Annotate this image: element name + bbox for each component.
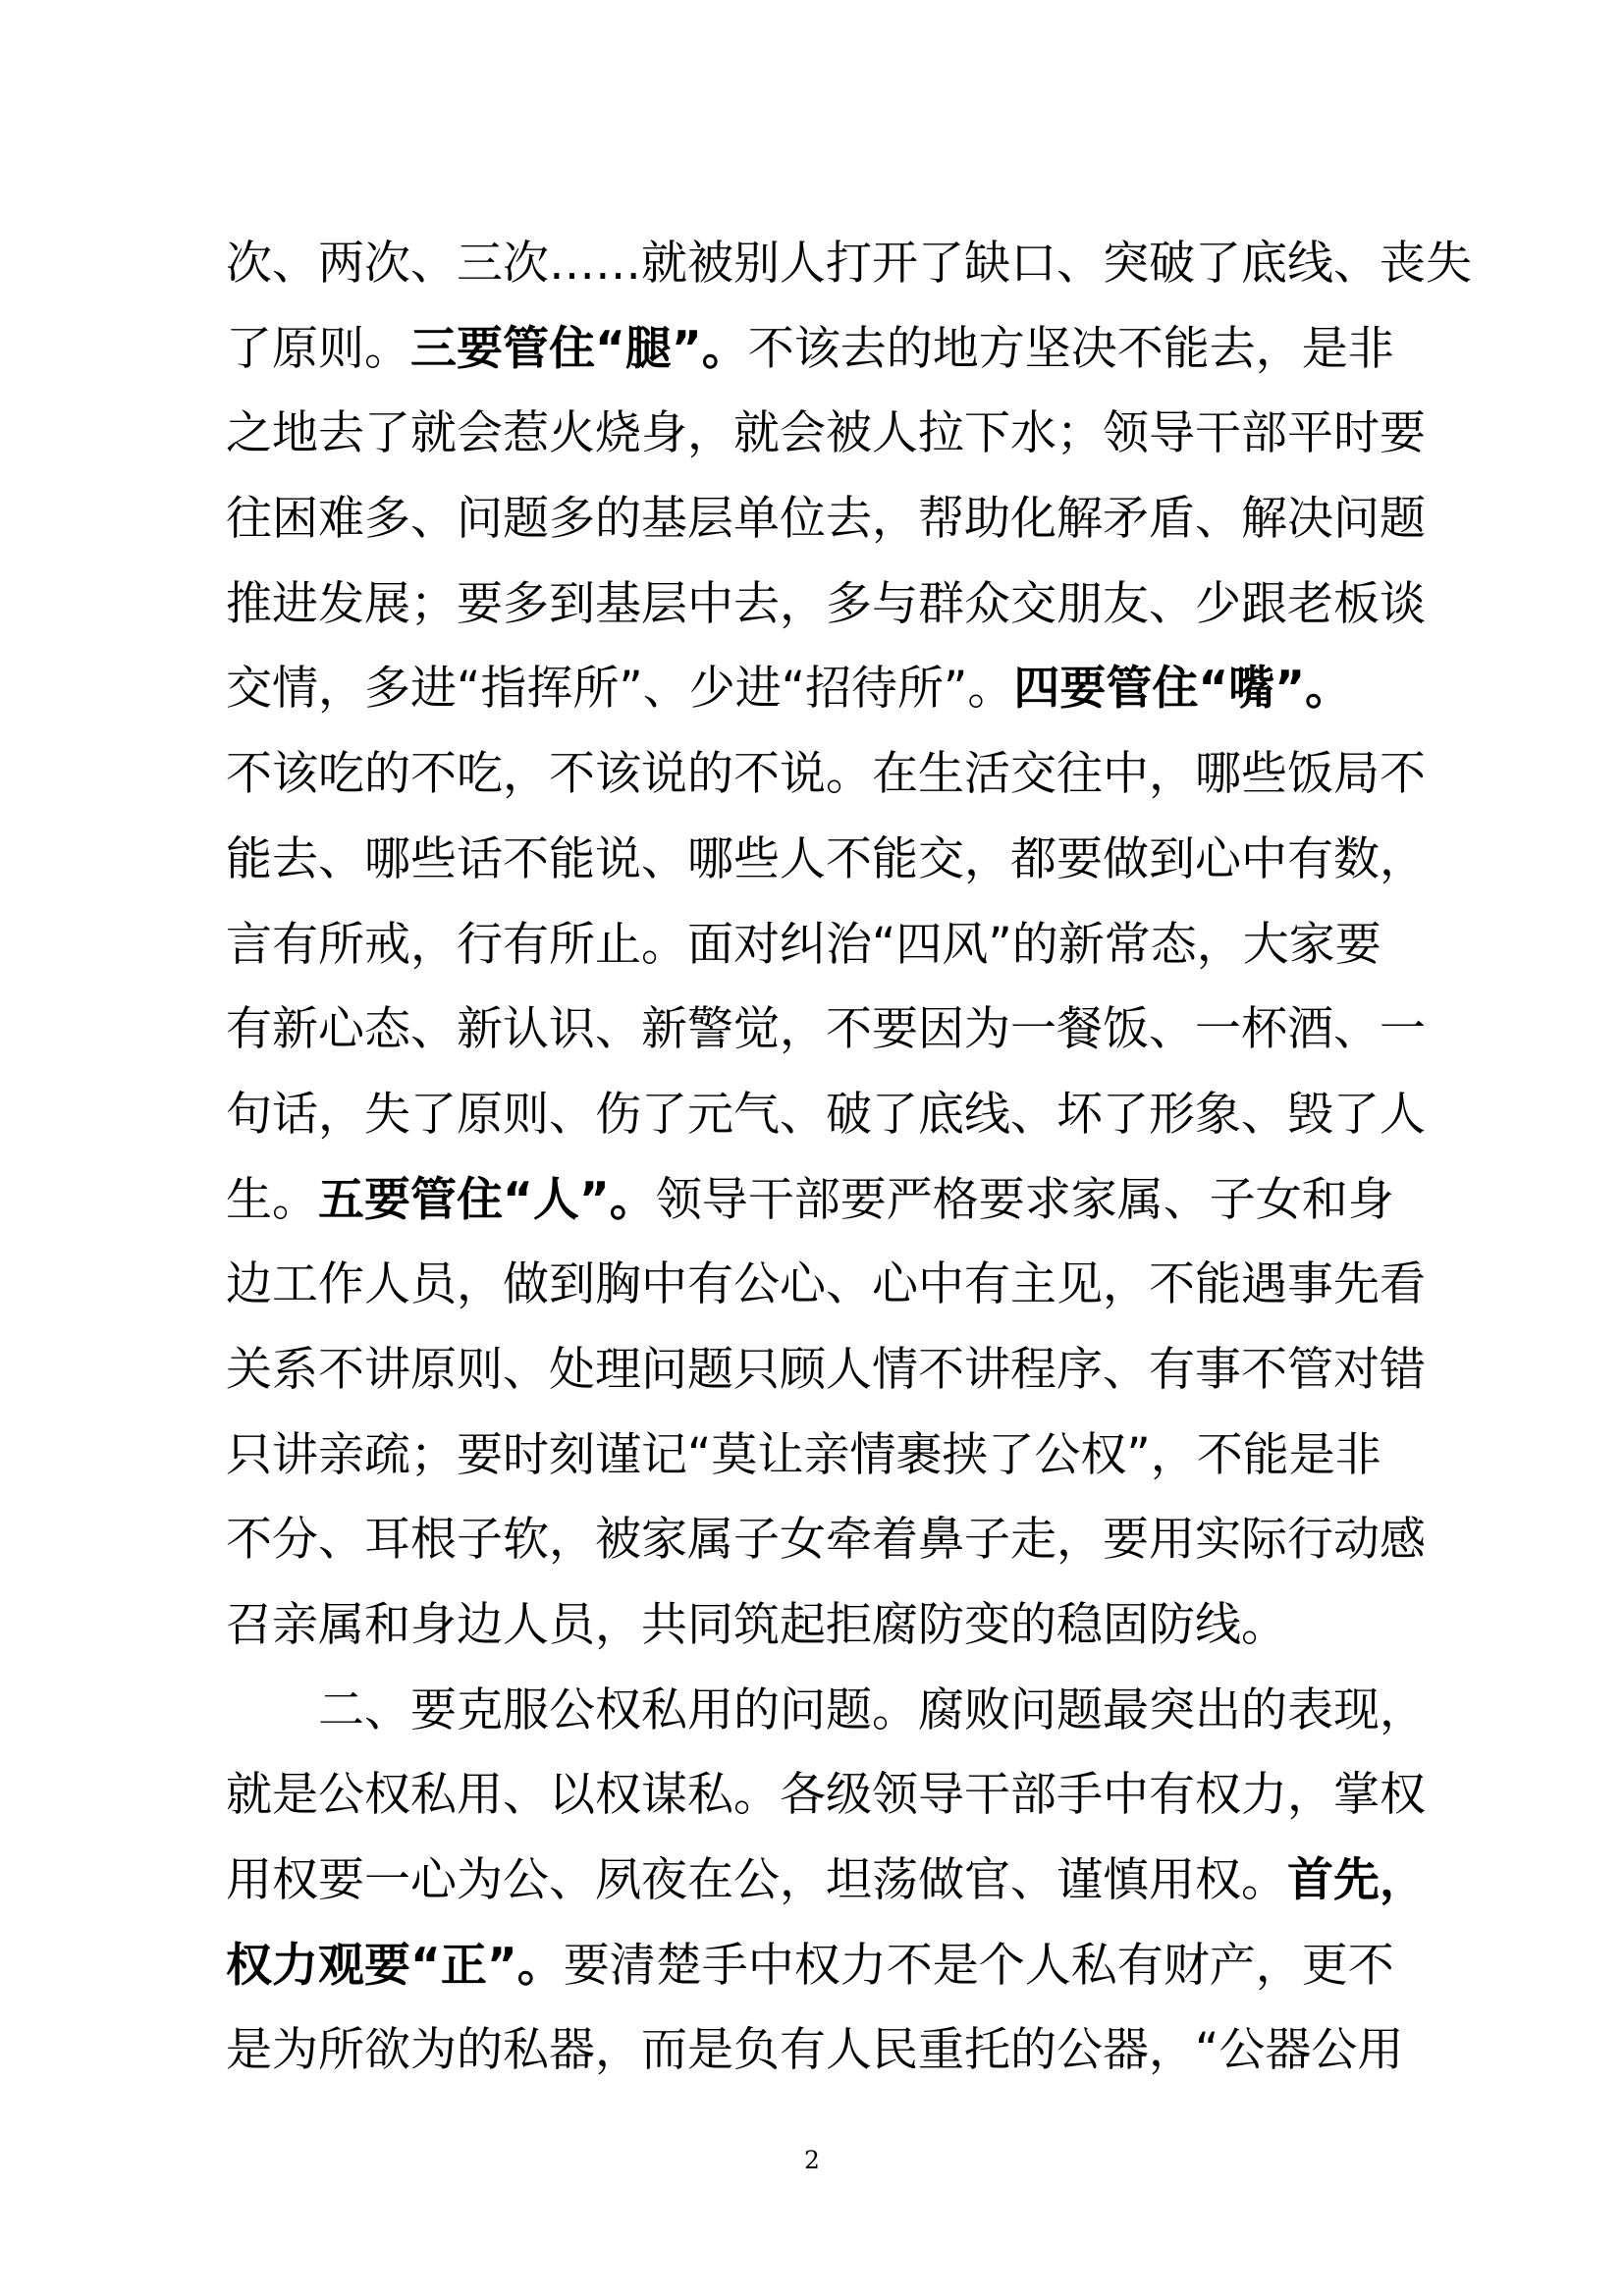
- text-line: [226, 562, 1424, 648]
- text-line: [226, 1414, 1424, 1499]
- text-segment: 召亲属和身边人员，共同筑起拒腐防变的稳固防线。: [226, 1598, 1287, 1652]
- text-segment: 往困难多、问题多的基层单位去，帮助化解矛盾、解决问题: [226, 492, 1426, 547]
- text-segment: 边工作人员，做到胸中有公心、心中有主见，不能遇事先看: [226, 1257, 1426, 1312]
- text-line: [226, 1073, 1424, 1158]
- text-line: [226, 1328, 1424, 1414]
- bold-text-segment: 四要管住“嘴”。: [1013, 662, 1352, 717]
- text-segment: 交情，多进“指挥所”、少进“招待所”。: [226, 662, 1014, 717]
- text-segment: 生。: [226, 1172, 318, 1227]
- page-number: 2: [804, 2146, 820, 2174]
- text-line: [226, 1158, 1424, 1244]
- text-segment: 言有所戒，行有所止。面对纠治“四风”的新常态，大家要: [226, 917, 1381, 972]
- text-line: [226, 477, 1424, 562]
- text-line: [226, 1924, 1424, 2009]
- text-segment: 只讲亲疏；要时刻谨记“莫让亲情裹挟了公权”，不能是非: [226, 1427, 1381, 1482]
- text-line: [226, 1669, 1424, 1754]
- text-line: [226, 392, 1424, 477]
- text-segment: 能去、哪些话不能说、哪些人不能交，都要做到心中有数，: [226, 831, 1426, 886]
- text-line: [226, 647, 1424, 732]
- text-segment: 句话，失了原则、伤了元气、破了底线、坏了形象、毁了人: [226, 1087, 1426, 1142]
- text-line: [226, 1583, 1424, 1669]
- text-line: [226, 1839, 1424, 1924]
- bold-text-segment: 三要管住“腿”。: [410, 321, 748, 376]
- body-text: [226, 222, 1472, 2094]
- text-segment: 是为所欲为的私器，而是负有人民重托的公器，“公器公用: [226, 2023, 1404, 2078]
- text-segment: 用权要一心为公、夙夜在公，坦荡做官、谨慎用权。: [226, 1853, 1287, 1908]
- text-line: [226, 1498, 1424, 1583]
- text-segment: 之地去了就会惹火烧身，就会被人拉下水；领导干部平时要: [226, 406, 1426, 461]
- text-segment: 领导干部要严格要求家属、子女和身: [655, 1172, 1394, 1227]
- text-line: [226, 903, 1424, 988]
- text-line: [226, 222, 1472, 307]
- text-segment: 有新心态、新认识、新警觉，不要因为一餐饭、一杯酒、一: [226, 1002, 1426, 1057]
- text-segment: 不该吃的不吃，不该说的不说。在生活交往中，哪些饭局不: [226, 747, 1426, 802]
- text-segment: 次、两次、三次……就被别人打开了缺口、突破了底线、丧失: [226, 237, 1472, 291]
- text-line: [226, 988, 1424, 1073]
- text-segment: 就是公权私用、以权谋私。各级领导干部手中有权力，掌权: [226, 1768, 1426, 1823]
- text-segment: 了原则。: [226, 321, 410, 376]
- bold-text-segment: 五要管住“人”。: [318, 1172, 656, 1227]
- text-line: [226, 1753, 1424, 1839]
- text-segment: 不该去的地方坚决不能去，是非: [747, 321, 1394, 376]
- text-line: [226, 732, 1424, 818]
- text-segment: 推进发展；要多到基层中去，多与群众交朋友、少跟老板谈: [226, 576, 1426, 631]
- text-line: [226, 818, 1424, 903]
- text-segment: 不分、耳根子软，被家属子女牵着鼻子走，要用实际行动感: [226, 1513, 1426, 1568]
- bold-text-segment: 首先，: [1287, 1853, 1426, 1908]
- text-segment: 二、要克服公权私用的问题。腐败问题最突出的表现，: [318, 1682, 1426, 1737]
- text-line: [226, 1243, 1424, 1328]
- text-line: [226, 2008, 1424, 2094]
- bold-text-segment: 权力观要“正”。: [226, 1938, 564, 1993]
- text-segment: 关系不讲原则、处理问题只顾人情不讲程序、有事不管对错: [226, 1342, 1426, 1397]
- text-segment: 要清楚手中权力不是个人私有财产，更不: [563, 1938, 1394, 1993]
- text-line: [226, 307, 1424, 393]
